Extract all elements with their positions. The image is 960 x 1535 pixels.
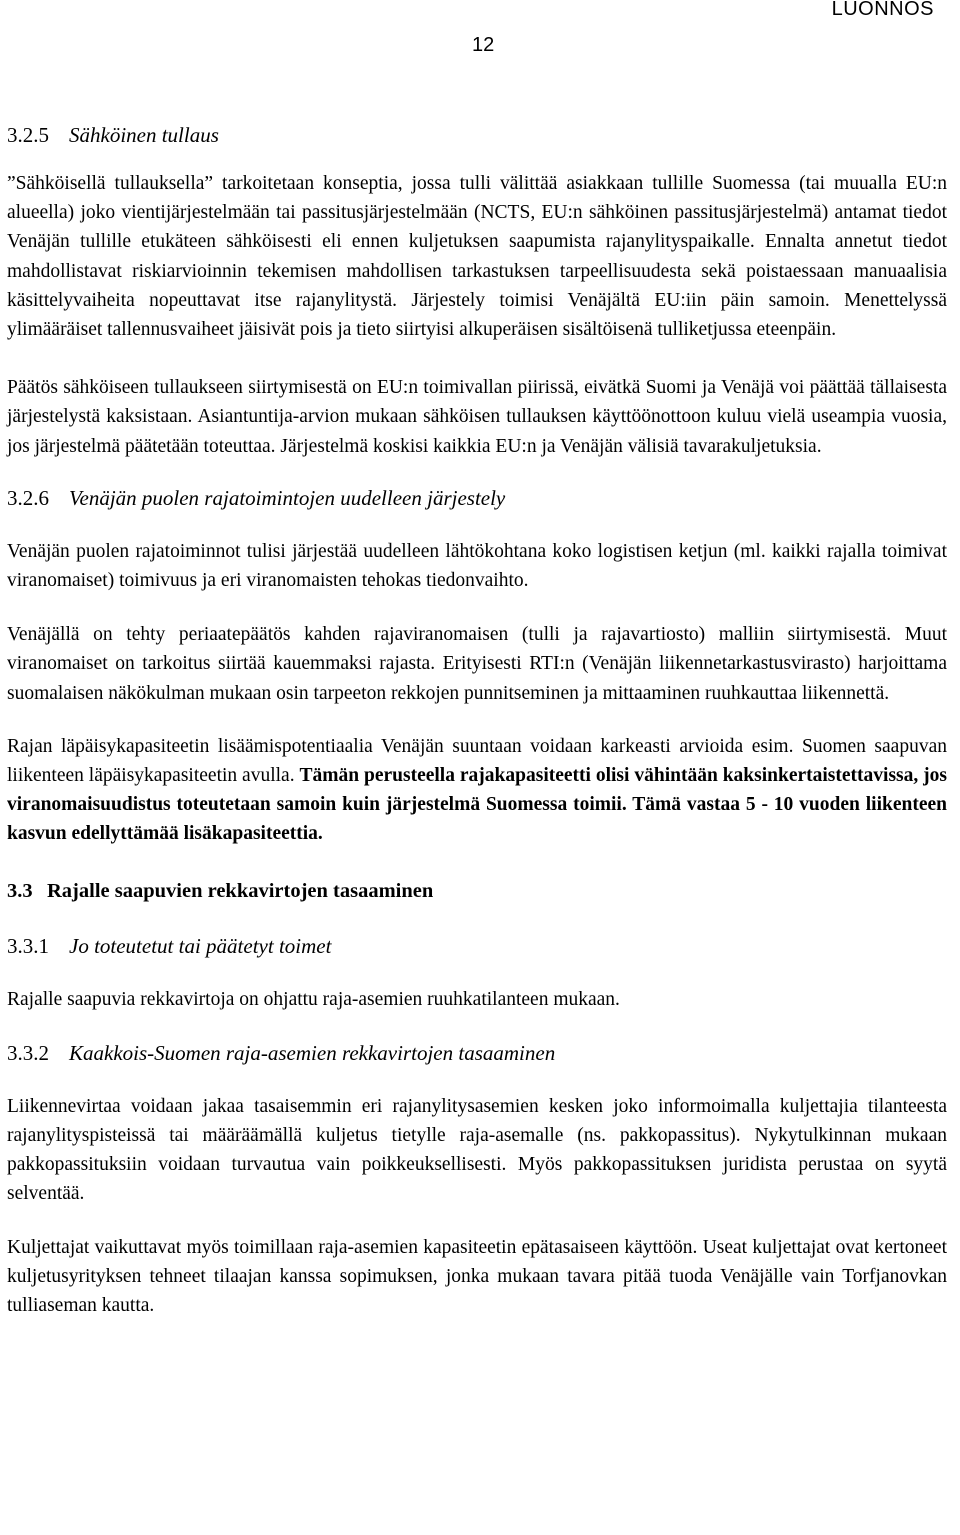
paragraph: ”Sähköisellä tullauksella” tarkoitetaan konseptia, jossa tulli välittää asiakkaan tullille Suomessa (tai muualla EU:n alueella) joko vientijärjestelmään tai passitusjärjestelmään (NCTS, EU:n sähköinen passitusjärjestelmä) antamat tiedot Venäjän tullille etukäteen sähköisesti eli ennen kuljetuksen saapumista rajanylityspaikalle. Ennalta annetut tiedot mahdollistavat riskiarvioinnin tekemisen mahdollisen tarkastuksen tarpeellisuudesta sekä poistaessaan manuaalisia käsittelyvaiheita nopeuttavat itse rajanylitystä. Järjestely toimisi Venäjältä EU:iin päin samoin. Menettelyssä ylimääräiset tallennusvaiheet jäisivät pois ja tieto siirtyisi alkuperäisen sisältöisenä tulliketjussa eteenpäin.	[7, 173, 947, 341]
paragraph: Venäjällä on tehty periaatepäätös kahden rajaviranomaisen (tulli ja rajavartiosto) malliin siirtymisestä. Muut viranomaiset on tarkoitus siirtää kauemmaksi rajasta. Erityisesti RTI:n (Venäjän liikennetarkastusvirasto) harjoittama suomalaisen näkökulman mukaan osin tarpeeton rekkojen punnitseminen ja mittaaminen ruuhkauttaa liikennettä.	[7, 624, 947, 704]
paragraph	[7, 732, 947, 849]
section-heading-3-3-2	[7, 1038, 947, 1068]
section-heading-3-2-5	[7, 120, 947, 150]
section-number: 3.2.6	[7, 485, 49, 510]
section-heading-3-3-1	[7, 931, 947, 961]
section-title: Jo toteutetut tai päätetyt toimet	[69, 933, 332, 958]
document-body	[7, 120, 947, 1320]
section-title: Kaakkois-Suomen raja-asemien rekkavirtojen tasaaminen	[69, 1040, 556, 1065]
section-number: 3.3	[7, 879, 33, 902]
section-title: Venäjän puolen rajatoimintojen uudelleen järjestely	[69, 485, 506, 510]
section-number: 3.2.5	[7, 123, 49, 147]
section-number: 3.3.2	[7, 1040, 49, 1065]
paragraph: Päätös sähköiseen tullaukseen siirtymisestä on EU:n toimivallan piirissä, eivätkä Suomi ja Venäjä voi päättää tällaisesta järjestelystä kaksistaan. Asiantuntija-arvion mukaan sähköisen tullauksen käyttöönottoon kuluu vielä useampia vuosia, jos järjestelmä päätetään toteuttaa. Järjestelmä koskisi kaikkia EU:n ja Venäjän välisiä tavarakuljetuksia.	[7, 377, 947, 457]
paragraph: Venäjän puolen rajatoiminnot tulisi järjestää uudelleen lähtökohtana koko logistisen ketjun (ml. kaikki rajalla toimivat viranomaiset) toimivuus ja eri viranomaisten tehokas tiedonvaihto.	[7, 540, 947, 592]
paragraph: Kuljettajat vaikuttavat myös toimillaan raja-asemien kapasiteetin epätasaiseen käyttöön. Useat kuljettajat ovat kertoneet kuljetusyrityksen tehneet tilaajan kanssa sopimuksen, jonka mukaan tavara pitää tuoda Venäjälle vain Torfjanovkan tulliaseman kautta.	[7, 1236, 947, 1317]
draft-label: LUONNOS	[831, 0, 934, 20]
section-title: Sähköinen tullaus	[69, 123, 219, 147]
section-title: Rajalle saapuvien rekkavirtojen tasaaminen	[47, 879, 434, 902]
emphasized-text: Tämän perusteella rajakapasiteetti olisi vähintään kaksinkertaistettavissa, jos viranomaisuudistus toteutetaan samoin kuin järjestelmä Suomessa toimii. Tämä vastaa 5 - 10 vuoden liikenteen kasvun edellyttämää lisäkapasiteettia.	[7, 765, 947, 845]
paragraph: Liikennevirtaa voidaan jakaa tasaisemmin eri rajanylitysasemien kesken joko informoimalla kuljettajia tilanteesta rajanylityspisteissä tai määräämällä kuljetus tietylle raja-asemalle (ns. pakkopassitus). Nykytulkinnan mukaan pakkopassituksiin voidaan turvautua vain poikkeuksellisesti. Myös pakkopassituksen juridista perustaa on syytä selventää.	[7, 1095, 947, 1205]
page-number: 12	[472, 34, 495, 56]
section-heading-3-3	[7, 876, 947, 906]
paragraph: Rajalle saapuvia rekkavirtoja on ohjattu raja-asemien ruuhkatilanteen mukaan.	[7, 988, 620, 1010]
section-number: 3.3.1	[7, 933, 49, 958]
paragraph-text: Rajan läpäisykapasiteetin lisäämispotentiaalia Venäjän suuntaan voidaan karkeasti arvioida esim. Suomen saapuvan liikenteen läpäisykapasiteetin avulla.	[7, 735, 947, 787]
section-heading-3-2-6	[7, 483, 947, 513]
